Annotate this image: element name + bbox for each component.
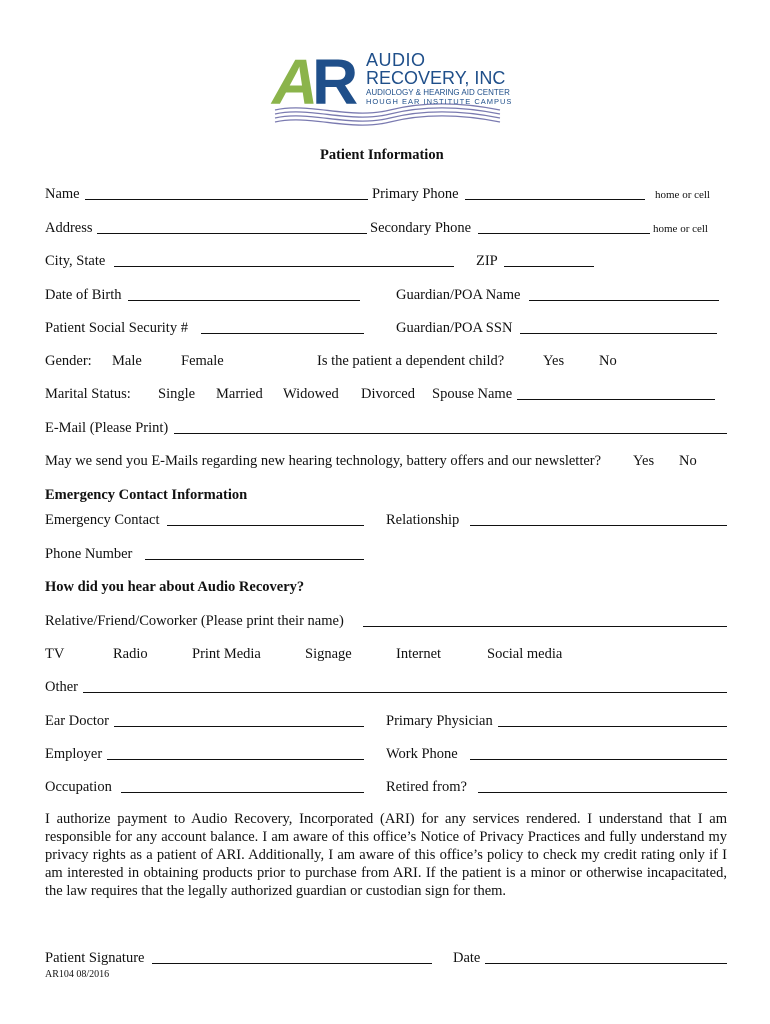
spouse-label: Spouse Name	[432, 386, 513, 402]
referral-heading: How did you hear about Audio Recovery?	[45, 579, 305, 595]
referral-tv-option[interactable]: TV	[45, 646, 65, 662]
primary-physician-field[interactable]	[498, 712, 727, 727]
newsletter-question: May we send you E-Mails regarding new hearing technology, battery offers and our newsletter?	[45, 453, 602, 469]
zip-field[interactable]	[504, 252, 594, 267]
dependent-question: Is the patient a dependent child?	[317, 353, 505, 369]
city-state-field[interactable]	[114, 252, 454, 267]
patient-signature-label: Patient Signature	[45, 950, 145, 966]
emergency-contact-field[interactable]	[167, 511, 364, 526]
patient-signature-field[interactable]	[152, 949, 432, 964]
primary-phone-note: home or cell	[655, 189, 710, 201]
svg-text:R: R	[312, 48, 359, 118]
secondary-phone-note: home or cell	[653, 223, 708, 235]
logo-line-audio: AUDIO	[366, 50, 426, 70]
occupation-label: Occupation	[45, 779, 112, 795]
primary-phone-label: Primary Phone	[372, 186, 459, 202]
retired-field[interactable]	[478, 778, 727, 793]
other-field[interactable]	[83, 678, 727, 693]
relative-field[interactable]	[363, 612, 727, 627]
ear-doctor-label: Ear Doctor	[45, 713, 110, 729]
name-label: Name	[45, 186, 80, 202]
email-label: E-Mail (Please Print)	[45, 420, 169, 436]
employer-label: Employer	[45, 746, 103, 762]
dob-label: Date of Birth	[45, 287, 122, 303]
guardian-ssn-label: Guardian/POA SSN	[396, 320, 513, 336]
other-label: Other	[45, 679, 79, 695]
address-field[interactable]	[97, 219, 367, 234]
name-field[interactable]	[85, 185, 368, 200]
marital-single-option[interactable]: Single	[158, 386, 196, 402]
guardian-ssn-field[interactable]	[520, 319, 717, 334]
date-field[interactable]	[485, 949, 727, 964]
referral-print-media-option[interactable]: Print Media	[192, 646, 261, 662]
marital-divorced-option[interactable]: Divorced	[361, 386, 415, 402]
date-label: Date	[453, 950, 481, 966]
audio-recovery-logo	[270, 48, 513, 137]
retired-label: Retired from?	[386, 779, 467, 795]
emergency-heading: Emergency Contact Information	[45, 487, 248, 503]
emergency-phone-label: Phone Number	[45, 546, 133, 562]
emergency-contact-label: Emergency Contact	[45, 512, 160, 528]
logo-line-audiology: AUDIOLOGY & HEARING AID CENTER	[366, 88, 510, 97]
relative-label: Relative/Friend/Coworker (Please print their name)	[45, 613, 344, 629]
occupation-field[interactable]	[121, 778, 364, 793]
gender-male-option[interactable]: Male	[112, 353, 142, 369]
form-code: AR104 08/2016	[45, 969, 110, 980]
primary-phone-field[interactable]	[465, 185, 645, 200]
gender-label: Gender:	[45, 353, 92, 369]
svg-text:A: A	[272, 48, 319, 118]
work-phone-field[interactable]	[470, 745, 727, 760]
secondary-phone-field[interactable]	[478, 219, 650, 234]
referral-social-media-option[interactable]: Social media	[487, 646, 563, 662]
work-phone-label: Work Phone	[386, 746, 458, 762]
page-title: Patient Information	[320, 147, 444, 163]
referral-radio-option[interactable]: Radio	[113, 646, 148, 662]
employer-field[interactable]	[107, 745, 364, 760]
secondary-phone-label: Secondary Phone	[370, 220, 472, 236]
emergency-phone-field[interactable]	[145, 545, 364, 560]
newsletter-no-option[interactable]: No	[679, 453, 697, 469]
marital-widowed-option[interactable]: Widowed	[283, 386, 339, 402]
logo-line-recovery: RECOVERY, INC	[366, 68, 506, 88]
guardian-name-label: Guardian/POA Name	[396, 287, 521, 303]
referral-internet-option[interactable]: Internet	[396, 646, 442, 662]
ssn-field[interactable]	[201, 319, 364, 334]
ear-doctor-field[interactable]	[114, 712, 364, 727]
ssn-label: Patient Social Security #	[45, 320, 188, 336]
referral-signage-option[interactable]: Signage	[305, 646, 352, 662]
newsletter-yes-option[interactable]: Yes	[633, 453, 655, 469]
gender-female-option[interactable]: Female	[181, 353, 224, 369]
marital-label: Marital Status:	[45, 386, 131, 402]
guardian-name-field[interactable]	[529, 286, 719, 301]
relationship-label: Relationship	[386, 512, 460, 528]
marital-married-option[interactable]: Married	[216, 386, 263, 402]
dependent-no-option[interactable]: No	[599, 353, 617, 369]
relationship-field[interactable]	[470, 511, 727, 526]
zip-label: ZIP	[476, 253, 498, 269]
primary-physician-label: Primary Physician	[386, 713, 493, 729]
city-state-label: City, State	[45, 253, 106, 269]
email-field[interactable]	[174, 419, 727, 434]
consent-paragraph: I authorize payment to Audio Recovery, Incorporated (ARI) for any services rendered. I understand that I am responsible for any account balance. I am aware of this office’s Notice of Privacy Practices and fully understand my privacy rights as a patient of ARI. Additionally, I am aware of this office’s policy to check my credit rating only if I am interested in obtaining products prior to purchase from ARI. If the patient is a minor or otherwise incapacitated, the law requires that the legally authorized guardian or custodian sign for them.	[45, 811, 727, 899]
logo-line-campus: HOUGH EAR INSTITUTE CAMPUS	[366, 97, 513, 106]
dependent-yes-option[interactable]: Yes	[543, 353, 565, 369]
spouse-field[interactable]	[517, 385, 715, 400]
dob-field[interactable]	[128, 286, 360, 301]
address-label: Address	[45, 220, 93, 236]
